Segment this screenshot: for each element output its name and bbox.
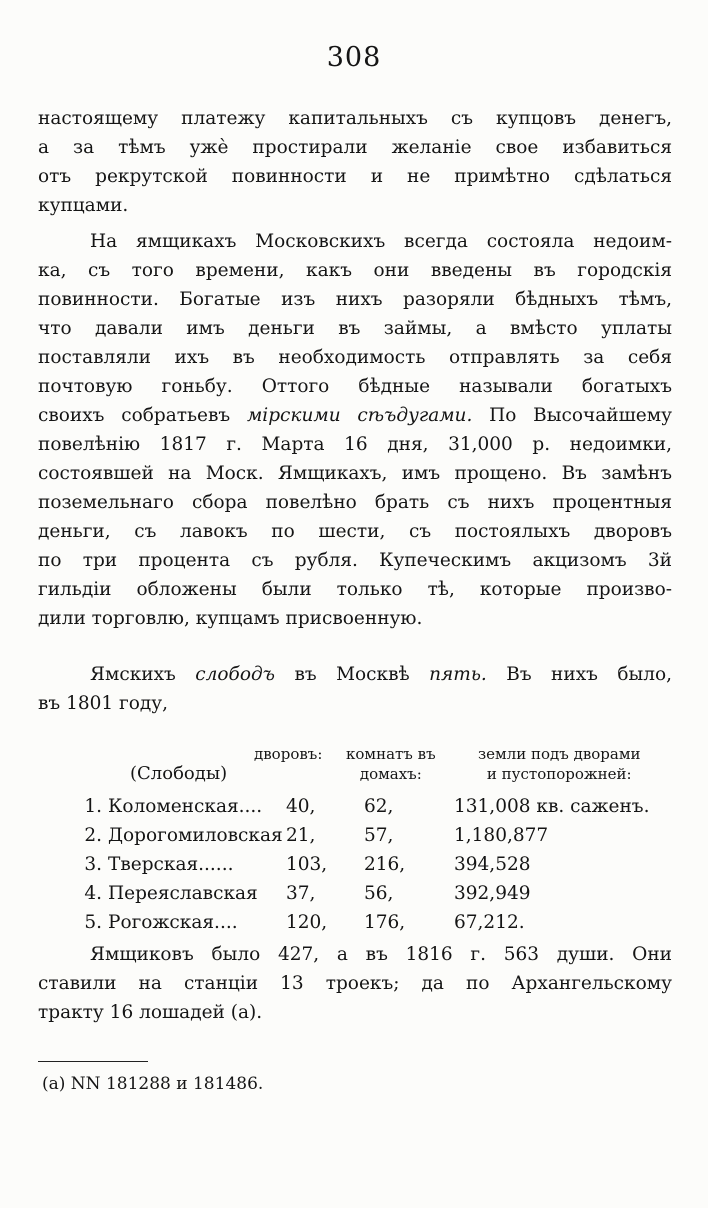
text-run: Ямскихъ bbox=[90, 664, 176, 685]
italic-term: слободъ bbox=[195, 664, 276, 685]
text-run: По Высочайшему bbox=[489, 405, 672, 426]
table-row bbox=[38, 821, 678, 850]
footnote-rule bbox=[38, 1061, 148, 1062]
header-komnat-line2: домахъ: bbox=[359, 765, 422, 783]
header-dvorov: дворовъ: bbox=[254, 745, 323, 763]
text-line: отъ рекрутской повинности и не примѣтно сдѣлаться bbox=[38, 166, 672, 187]
row-number: 2. bbox=[84, 825, 102, 846]
table-row bbox=[38, 879, 678, 908]
text-line-mixed bbox=[38, 401, 672, 430]
text-line: гильдіи обложены были только тѣ, которые произво- bbox=[38, 579, 672, 600]
table-header bbox=[38, 742, 678, 792]
footnote: (а) NN 181288 и 181486. bbox=[42, 1074, 264, 1094]
paragraph-2 bbox=[38, 227, 672, 633]
dvorov-value: 103, bbox=[286, 854, 328, 875]
text-line: Ямщиковъ было 427, а въ 1816 г. 563 души. Они bbox=[90, 944, 672, 965]
text-line: повинности. Богатые изъ нихъ разоряли бѣдныхъ тѣмъ, bbox=[38, 289, 672, 310]
page-number: 308 bbox=[326, 42, 382, 73]
text-run: въ Москвѣ bbox=[294, 664, 410, 685]
header-slobody: (Слободы) bbox=[130, 763, 228, 784]
sloboda-name: Переяславская bbox=[108, 883, 258, 904]
paragraph-3 bbox=[38, 660, 672, 718]
zemli-value: 394,528 bbox=[454, 854, 531, 875]
sloboda-name: Дорогомиловская bbox=[108, 825, 283, 846]
text-line: въ 1801 году, bbox=[38, 693, 169, 714]
text-line: ка, съ того времени, какъ они введены въ городскія bbox=[38, 260, 672, 281]
dvorov-value: 40, bbox=[286, 796, 316, 817]
sloboda-name: Коломенская.... bbox=[108, 796, 263, 817]
text-line: почтовую гоньбу. Оттого бѣдные называли богатыхъ bbox=[38, 376, 672, 397]
header-komnat-line1: комнатъ въ bbox=[346, 745, 436, 763]
header-zemli-line2: и пустопорожней: bbox=[486, 765, 632, 783]
text-line: ставили на станціи 13 троекъ; да по Архангельскому bbox=[38, 973, 672, 994]
zemli-value: 1,180,877 bbox=[454, 825, 549, 846]
text-line: поставляли ихъ въ необходимость отправлять за себя bbox=[38, 347, 672, 368]
header-komnat bbox=[346, 744, 436, 784]
text-line-mixed bbox=[38, 660, 672, 689]
text-line: а за тѣмъ ужѐ простирали желаніе свое избавиться bbox=[38, 137, 672, 158]
text-run: Въ нихъ было, bbox=[506, 664, 672, 685]
text-line: повелѣнію 1817 г. Марта 16 дня, 31,000 р. недоимки, bbox=[38, 434, 672, 455]
komnat-value: 57, bbox=[364, 825, 394, 846]
dvorov-value: 37, bbox=[286, 883, 316, 904]
header-zemli bbox=[478, 744, 641, 784]
row-number: 1. bbox=[84, 796, 102, 817]
komnat-value: 216, bbox=[364, 854, 406, 875]
table-row bbox=[38, 850, 678, 879]
text-line: по три процента съ рубля. Купеческимъ акцизомъ 3й bbox=[38, 550, 672, 571]
text-line: что давали имъ деньги въ займы, а вмѣсто уплаты bbox=[38, 318, 672, 339]
text-line: На ямщикахъ Московскихъ всегда состояла недоим- bbox=[90, 231, 672, 252]
text-line: настоящему платежу капитальныхъ съ купцовъ денегъ, bbox=[38, 108, 672, 129]
text-run: своихъ собратьевъ bbox=[38, 405, 231, 426]
table-row bbox=[38, 792, 678, 821]
komnat-value: 56, bbox=[364, 883, 394, 904]
slobody-table bbox=[38, 742, 678, 937]
sloboda-name: Рогожская.... bbox=[108, 912, 238, 933]
text-line: состоявшей на Моск. Ямщикахъ, имъ прощено. Въ замѣнъ bbox=[38, 463, 672, 484]
text-line: дили торговлю, купцамъ присвоенную. bbox=[38, 608, 423, 629]
italic-term: пять. bbox=[429, 664, 487, 685]
zemli-value: 392,949 bbox=[454, 883, 531, 904]
text-line: тракту 16 лошадей (а). bbox=[38, 1002, 263, 1023]
zemli-value: 131,008 кв. саженъ. bbox=[454, 796, 650, 817]
row-number: 4. bbox=[84, 883, 102, 904]
sloboda-name: Тверская...... bbox=[108, 854, 234, 875]
row-number: 3. bbox=[84, 854, 102, 875]
summary-paragraph bbox=[38, 940, 672, 1027]
komnat-value: 62, bbox=[364, 796, 394, 817]
komnat-value: 176, bbox=[364, 912, 406, 933]
zemli-value: 67,212. bbox=[454, 912, 525, 933]
text-line: деньги, съ лавокъ по шести, съ постоялыхъ дворовъ bbox=[38, 521, 672, 542]
paragraph-1 bbox=[38, 104, 672, 220]
dvorov-value: 21, bbox=[286, 825, 316, 846]
header-zemli-line1: земли подъ дворами bbox=[478, 745, 641, 763]
table-row bbox=[38, 908, 678, 937]
dvorov-value: 120, bbox=[286, 912, 328, 933]
text-line: поземельнаго сбора повелѣно брать съ нихъ процентныя bbox=[38, 492, 672, 513]
text-line: купцами. bbox=[38, 195, 129, 216]
italic-term: мірскими сѣъдугами. bbox=[246, 405, 473, 426]
row-number: 5. bbox=[84, 912, 102, 933]
